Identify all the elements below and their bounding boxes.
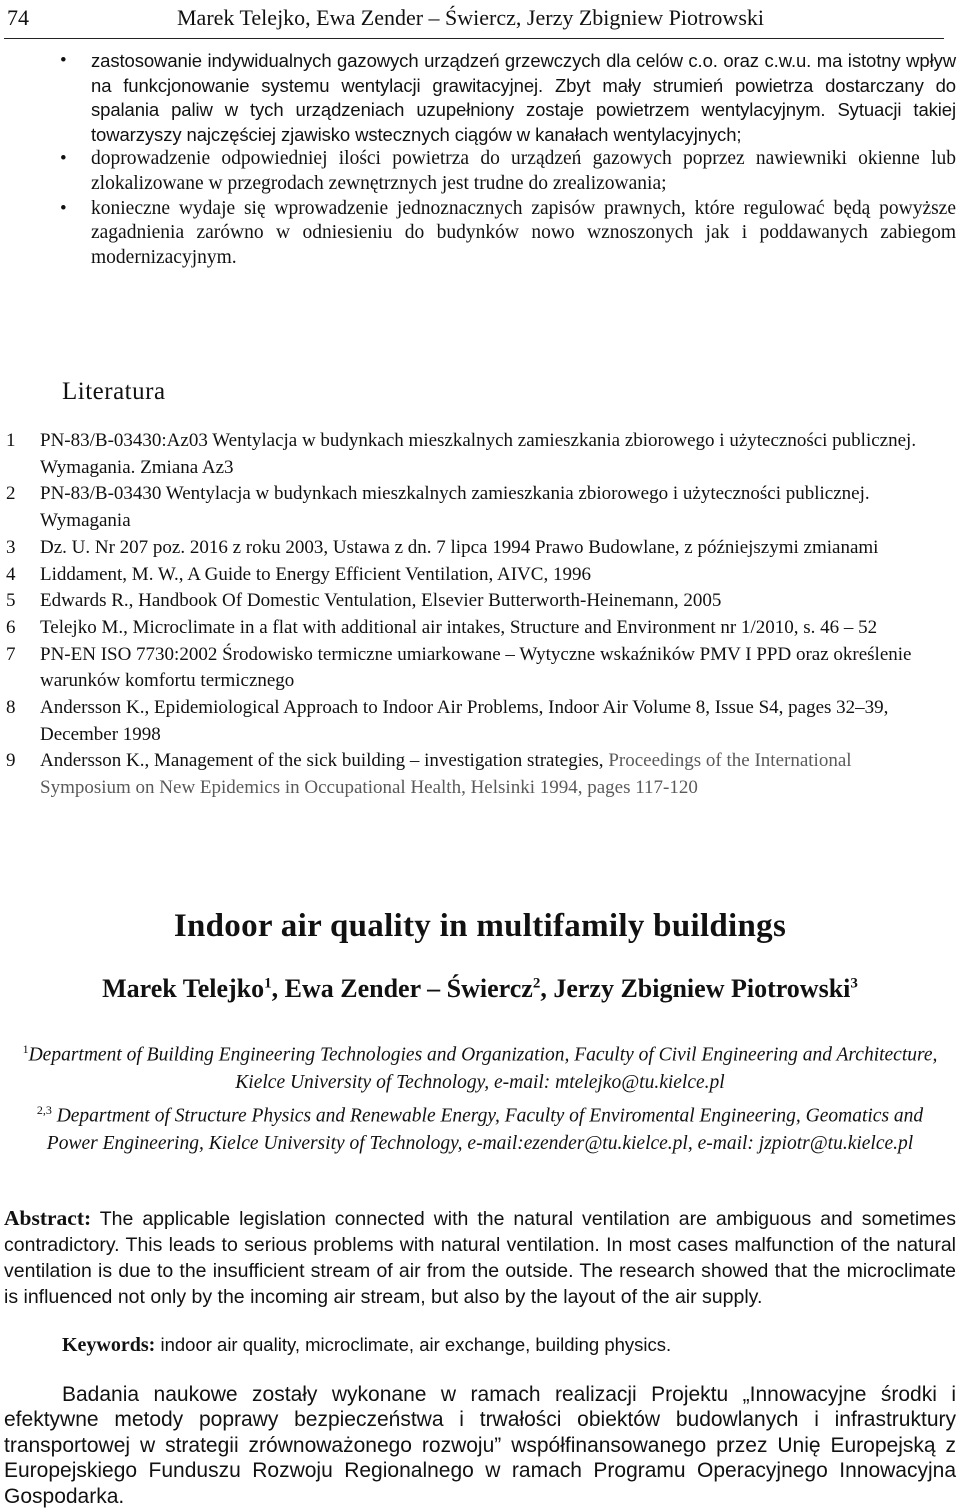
reference-number: 7 bbox=[6, 643, 16, 665]
keywords-label: Keywords: bbox=[62, 1334, 156, 1356]
page-number: 74 bbox=[7, 5, 29, 30]
affiliation-2 bbox=[10, 1097, 950, 1157]
reference-text: Dz. U. Nr 207 poz. 2016 z roku 2003, Ustawa z dn. 7 lipca 1994 Prawo Budowlane, z późniejszymi zmianami bbox=[40, 536, 879, 558]
reference-item bbox=[4, 642, 934, 695]
keywords-text: indoor air quality, microclimate, air exchange, building physics. bbox=[155, 1334, 672, 1355]
reference-item bbox=[4, 695, 934, 748]
author-sup: 3 bbox=[850, 975, 858, 992]
reference-text: PN-83/B-03430:Az03 Wentylacja w budynkach mieszkalnych zamieszkania zbiorowego i użyteczności publicznej. Wymagania. Zmiana Az3 bbox=[40, 430, 917, 478]
abstract-label: Abstract: bbox=[4, 1206, 92, 1230]
reference-item bbox=[4, 535, 934, 562]
bullet-text: konieczne wydaje się wprowadzenie jednoznacznych zapisów prawnych, które regulować będą powyższe zagadnienia zarówno w odniesieniu do budynków nowo wznoszonych jak i poddawanych zabiegom modernizacyjnym. bbox=[91, 197, 956, 268]
reference-text: Andersson K., Management of the sick building – investigation strategies, bbox=[40, 750, 609, 772]
author-sup: 2 bbox=[532, 975, 541, 992]
conclusion-bullet-list bbox=[56, 49, 956, 270]
running-header bbox=[7, 4, 947, 34]
bullet-icon: • bbox=[60, 148, 67, 170]
running-head-authors: Marek Telejko, Ewa Zender – Świercz, Jerzy Zbigniew Piotrowski bbox=[177, 5, 764, 30]
affiliation-text: Department of Structure Physics and Renewable Energy, Faculty of Enviromental Engineering, Geomatics and Power Engineering, Kielce University of Technology, e-mail:ezender@tu.kielce.pl, e-mail: jzpiotr@tu.kielce.pl bbox=[46, 1105, 924, 1154]
reference-item bbox=[4, 748, 934, 801]
reference-text: Liddament, M. W., A Guide to Energy Efficient Ventilation, AIVC, 1996 bbox=[40, 563, 591, 585]
reference-number: 4 bbox=[6, 563, 16, 585]
affiliation-sup: 2,3 bbox=[36, 1103, 52, 1117]
bullet-text: zastosowanie indywidualnych gazowych urządzeń grzewczych dla celów c.o. oraz c.w.u. ma istotny wpływ na funkcjonowanie systemu wentylacji grawitacyjnej. Zbyt mały strumień powietrza dostarczany do spalania paliw w tych urządzeniach uzupełniony zostaje powietrzem wentylacyjnym. Sytuacji takiej towarzyszy najczęściej zjawisko wstecznych ciągów w kanałach wentylacyjnych; bbox=[91, 50, 956, 145]
reference-text: Telejko M., Microclimate in a flat with additional air intakes, Structure and Environment nr 1/2010, s. 46 – 52 bbox=[40, 616, 878, 638]
bullet-item bbox=[56, 147, 956, 196]
reference-text: Andersson K., Epidemiological Approach to Indoor Air Problems, Indoor Air Volume 8, Issue S4, pages 32–39, December 1998 bbox=[40, 697, 889, 745]
reference-number: 9 bbox=[6, 750, 16, 772]
reference-text-grey: Proceedings of the International Symposium on New Epidemics in Occupational Health, Helsinki 1994, pages 117-120 bbox=[40, 750, 852, 799]
abstract bbox=[4, 1206, 956, 1310]
author-separator: , bbox=[540, 974, 554, 1003]
author-name: Marek Telejko bbox=[102, 974, 265, 1003]
bullet-text: doprowadzenie odpowiedniej ilości powietrza do urządzeń gazowych poprzez nawiewniki okienne lub zlokalizowane w przegrodach zewnętrznych jest trudne do zrealizowania; bbox=[91, 148, 956, 194]
reference-text: PN-83/B-03430 Wentylacja w budynkach mieszkalnych zamieszkania zbiorowego i użyteczności publicznej. Wymagania bbox=[40, 483, 870, 532]
affiliation-sup: 1 bbox=[22, 1042, 29, 1056]
author-name: Jerzy Zbigniew Piotrowski bbox=[553, 974, 851, 1003]
affiliation-text: Department of Building Engineering Technologies and Organization, Faculty of Civil Engineering and Architecture, Kielce University of Technology, e-mail: mtelejko@tu.kielce.pl bbox=[28, 1044, 938, 1093]
abstract-text: The applicable legislation connected with the natural ventilation are ambiguous and sometimes contradictory. This leads to serious problems with natural ventilation. In most cases malfunction of the natural ventilation is due to the insufficient stream of air from the outside. The research showed that the microclimate is influenced not only by the incoming air stream, but also by the layout of the air supply. bbox=[4, 1208, 956, 1308]
english-title: Indoor air quality in multifamily buildings bbox=[173, 908, 787, 944]
reference-text: PN-EN ISO 7730:2002 Środowisko termiczne umiarkowane – Wytyczne wskaźników PMV I PPD oraz określenie warunków komfortu termicznego bbox=[40, 643, 912, 692]
reference-number: 2 bbox=[6, 483, 16, 505]
header-rule bbox=[4, 38, 944, 39]
reference-item bbox=[4, 562, 934, 589]
reference-text: Edwards R., Handbook Of Domestic Ventulation, Elsevier Butterworth-Heinemann, 2005 bbox=[40, 590, 722, 612]
author-sup: 1 bbox=[264, 975, 272, 992]
reference-list bbox=[4, 428, 934, 802]
keywords bbox=[62, 1332, 952, 1358]
literature-heading: Literatura bbox=[62, 378, 166, 405]
bullet-item bbox=[56, 49, 956, 147]
reference-item bbox=[4, 481, 934, 534]
reference-item bbox=[4, 588, 934, 615]
bullet-item bbox=[56, 197, 956, 271]
reference-number: 6 bbox=[6, 616, 16, 638]
reference-number: 1 bbox=[6, 430, 16, 451]
author-separator: , bbox=[271, 974, 285, 1003]
english-authors bbox=[0, 974, 960, 1004]
affiliation-1 bbox=[10, 1036, 950, 1096]
bullet-icon: • bbox=[60, 197, 67, 219]
reference-number: 8 bbox=[6, 697, 16, 719]
reference-item bbox=[4, 428, 934, 481]
bullet-icon: • bbox=[60, 50, 67, 71]
reference-item bbox=[4, 615, 934, 642]
reference-number: 5 bbox=[6, 590, 16, 612]
author-name: Ewa Zender – Świercz bbox=[284, 974, 533, 1003]
funding-statement: Badania naukowe zostały wykonane w ramach realizacji Projektu „Innowacyjne środki i efektywne metody poprawy bezpieczeństwa i trwałości obiektów budowlanych i infrastruktury transportowej w strategii zrównoważonego rozwoju” współfinansowanego przez Unię Europejską z Europejskiego Funduszu Rozwoju Regionalnego w ramach Programu Operacyjnego Innowacyjna Gospodarka. bbox=[4, 1383, 956, 1508]
reference-number: 3 bbox=[6, 536, 16, 558]
